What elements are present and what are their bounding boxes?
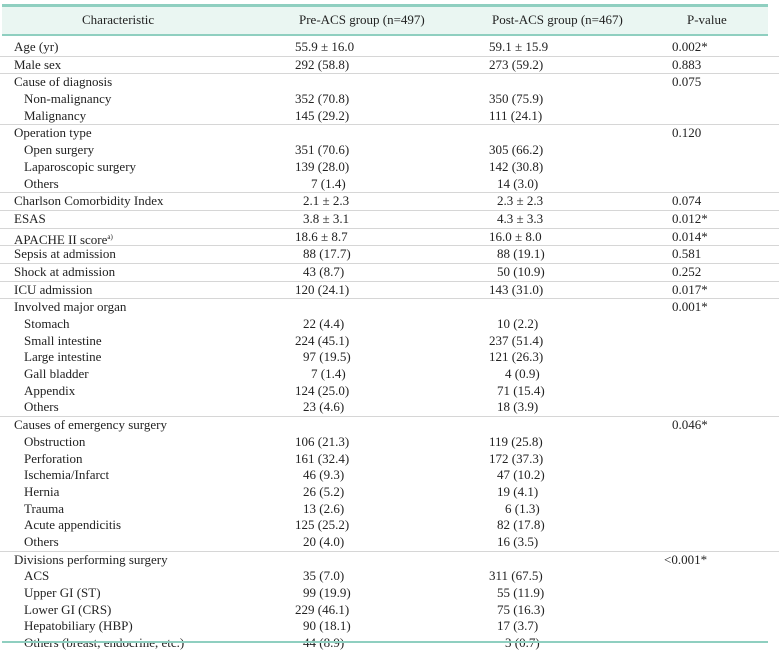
row-label: Non-malignancy <box>24 91 112 107</box>
row-label: Stomach <box>24 316 70 331</box>
post-acs-value: 237 (51.4) <box>489 332 544 348</box>
row-label: Lower GI (CRS) <box>24 601 112 617</box>
pre-acs-value: 99 (19.9) <box>303 585 351 600</box>
p-value: 0.017* <box>672 281 708 297</box>
p-value: 0.012* <box>672 210 708 226</box>
pre-acs-value: 88 (17.7) <box>303 246 351 262</box>
pre-acs-value: 26 (5.2) <box>303 483 345 499</box>
row-label: Ischemia/Infarct <box>24 467 110 483</box>
pre-acs-value: 35 (7.0) <box>303 568 345 584</box>
row-label: Causes of emergency surgery <box>14 417 167 433</box>
row-label: Laparoscopic surgery <box>24 158 137 174</box>
p-value: 0.883 <box>672 56 702 72</box>
p-value: 0.252 <box>672 263 702 279</box>
post-acs-value: 16 (3.5) <box>497 533 539 549</box>
table-row <box>0 73 779 91</box>
p-value: 0.074 <box>672 193 702 209</box>
post-acs-value: 172 (37.3) <box>489 450 544 466</box>
p-value: 0.120 <box>672 125 702 141</box>
row-label: Large intestine <box>24 349 102 365</box>
row-label: Upper GI (ST) <box>24 585 101 600</box>
pre-acs-value: 351 (70.6) <box>295 142 350 158</box>
table-row <box>0 245 779 263</box>
table-row <box>0 602 779 619</box>
pre-acs-value: 124 (25.0) <box>295 382 350 398</box>
pre-acs-value: 46 (9.3) <box>303 467 345 483</box>
post-acs-value: 88 (19.1) <box>497 246 545 262</box>
pre-acs-value: 7 (1.4) <box>311 175 346 191</box>
table-row <box>0 333 779 350</box>
row-label: Others <box>24 533 59 549</box>
row-label: ACS <box>24 568 50 584</box>
table-row <box>0 534 779 551</box>
table-row <box>0 176 779 193</box>
row-label: Trauma <box>24 500 64 516</box>
row-label: Others <box>24 175 59 191</box>
post-acs-value: 59.1 ± 15.9 <box>489 39 549 54</box>
post-acs-value: 119 (25.8) <box>489 433 543 449</box>
row-label <box>24 635 184 652</box>
post-acs-value: 6 (1.3) <box>505 500 540 516</box>
table-row <box>0 383 779 400</box>
pre-acs-value: 224 (45.1) <box>295 332 350 348</box>
post-acs-value: 143 (31.0) <box>489 281 544 297</box>
table-row <box>0 192 779 210</box>
row-label: Divisions performing surgery <box>14 551 168 567</box>
pre-acs-value: 120 (24.1) <box>295 281 350 297</box>
table-row <box>0 585 779 602</box>
table-header-rule <box>2 34 768 36</box>
post-acs-value: 121 (26.3) <box>489 349 544 365</box>
post-acs-value: 50 (10.9) <box>497 263 545 279</box>
post-acs-value: 47 (10.2) <box>497 467 545 483</box>
p-value: 0.002* <box>672 39 708 54</box>
row-label: Hernia <box>24 483 60 499</box>
p-value: 0.046* <box>672 417 708 433</box>
post-acs-value: 55 (11.9) <box>497 585 545 600</box>
table-row <box>0 298 779 316</box>
post-acs-value: 18 (3.9) <box>497 399 539 415</box>
table-row <box>0 618 779 635</box>
pre-acs-value: 229 (46.1) <box>295 601 350 617</box>
row-label: Shock at admission <box>14 263 116 279</box>
pre-acs-value: 18.6 ± 8.7 <box>295 228 348 244</box>
post-acs-value: 71 (15.4) <box>497 382 545 398</box>
header-post-acs: Post-ACS group (n=467) <box>492 12 623 27</box>
post-acs-value: 19 (4.1) <box>497 483 539 499</box>
post-acs-value: 4.3 ± 3.3 <box>497 210 544 226</box>
post-acs-value: 311 (67.5) <box>489 568 543 584</box>
pre-acs-value: 13 (2.6) <box>303 500 345 516</box>
header-p-value: P-value <box>687 12 727 27</box>
row-label: Small intestine <box>24 332 102 348</box>
table-row <box>0 124 779 142</box>
pre-acs-value: 20 (4.0) <box>303 533 345 549</box>
pre-acs-value: 292 (58.8) <box>295 56 350 72</box>
pre-acs-value: 3.8 ± 3.1 <box>303 210 350 226</box>
table-row <box>0 91 779 108</box>
pre-acs-value: 125 (25.2) <box>295 517 350 533</box>
table-row <box>0 210 779 228</box>
pre-acs-value: 2.1 ± 2.3 <box>303 193 350 209</box>
row-label: ESAS <box>14 210 46 226</box>
post-acs-value: 17 (3.7) <box>497 618 539 634</box>
table-row <box>0 281 779 299</box>
table-row <box>0 366 779 383</box>
row-label: Others <box>24 399 59 415</box>
row-label: Hepatobiliary (HBP) <box>24 618 133 634</box>
row-label: Cause of diagnosis <box>14 74 113 90</box>
p-value: 0.014* <box>672 228 708 244</box>
pre-acs-value: 55.9 ± 16.0 <box>295 39 355 54</box>
pre-acs-value: 139 (28.0) <box>295 158 350 174</box>
post-acs-value: 111 (24.1) <box>489 107 543 123</box>
table-row <box>0 517 779 534</box>
pre-acs-value: 97 (19.5) <box>303 349 351 365</box>
post-acs-value <box>469 635 665 652</box>
table-row <box>0 316 779 333</box>
table-row <box>0 159 779 176</box>
table-row <box>0 416 779 434</box>
post-acs-value: 273 (59.2) <box>489 56 544 72</box>
post-acs-value: 10 (2.2) <box>497 316 539 331</box>
pre-acs-value: 161 (32.4) <box>295 450 350 466</box>
table-row <box>0 568 779 585</box>
table-row <box>0 39 779 56</box>
post-acs-value: 142 (30.8) <box>489 158 544 174</box>
row-label: Charlson Comorbidity Index <box>14 193 164 209</box>
row-label: Male sex <box>14 56 62 72</box>
table-row <box>0 56 779 74</box>
post-acs-value: 305 (66.2) <box>489 142 544 158</box>
row-label: Open surgery <box>24 142 95 158</box>
p-value: <0.001* <box>664 551 708 567</box>
pre-acs-value: 43 (8.7) <box>303 263 345 279</box>
post-acs-value: 14 (3.0) <box>497 175 539 191</box>
table-row <box>0 551 779 569</box>
row-label: Involved major organ <box>14 299 127 315</box>
row-label: Acute appendicitis <box>24 517 122 533</box>
post-acs-value: 2.3 ± 2.3 <box>497 193 544 209</box>
p-value: 0.581 <box>672 246 702 262</box>
table-bottom-rule <box>2 641 768 643</box>
p-value: 0.001* <box>672 299 708 315</box>
pre-acs-value: 352 (70.8) <box>295 91 350 107</box>
row-label: Obstruction <box>24 433 86 449</box>
row-label: Perforation <box>24 450 83 466</box>
table-row <box>0 142 779 159</box>
table-row <box>0 228 779 246</box>
row-label: APACHE II score$^{a)}$ <box>14 231 113 247</box>
row-label: Appendix <box>24 382 76 398</box>
table-row <box>0 108 779 125</box>
pre-acs-value <box>277 635 463 652</box>
pre-acs-value: 7 (1.4) <box>311 366 346 382</box>
post-acs-value: 16.0 ± 8.0 <box>489 228 542 244</box>
post-acs-value: 75 (16.3) <box>497 601 545 617</box>
table-row <box>0 501 779 518</box>
table-row <box>0 263 779 281</box>
post-acs-value: 350 (75.9) <box>489 91 544 107</box>
pre-acs-value: 23 (4.6) <box>303 399 345 415</box>
row-label: Gall bladder <box>24 366 89 382</box>
table-body <box>0 39 779 652</box>
row-label: Operation type <box>14 125 92 141</box>
pre-acs-value: 22 (4.4) <box>303 316 345 331</box>
pre-acs-value: 106 (21.3) <box>295 433 350 449</box>
row-label: Age (yr) <box>14 39 59 54</box>
row-label: ICU admission <box>14 281 93 297</box>
pre-acs-value: 145 (29.2) <box>295 107 350 123</box>
table-row <box>0 434 779 451</box>
post-acs-value: 82 (17.8) <box>497 517 545 533</box>
header-characteristic: Characteristic <box>82 12 155 27</box>
table-row <box>0 484 779 501</box>
row-label: Malignancy <box>24 107 87 123</box>
p-value: 0.075 <box>672 74 702 90</box>
footnote-marker: a) <box>107 232 113 241</box>
table-row <box>0 451 779 468</box>
post-acs-value: 4 (0.9) <box>505 366 540 382</box>
table-row <box>0 635 779 652</box>
row-label: Sepsis at admission <box>14 246 116 262</box>
pre-acs-value: 90 (18.1) <box>303 618 351 634</box>
table-row <box>0 349 779 366</box>
table-row <box>0 467 779 484</box>
header-pre-acs: Pre-ACS group (n=497) <box>299 12 425 27</box>
table-row <box>0 399 779 416</box>
